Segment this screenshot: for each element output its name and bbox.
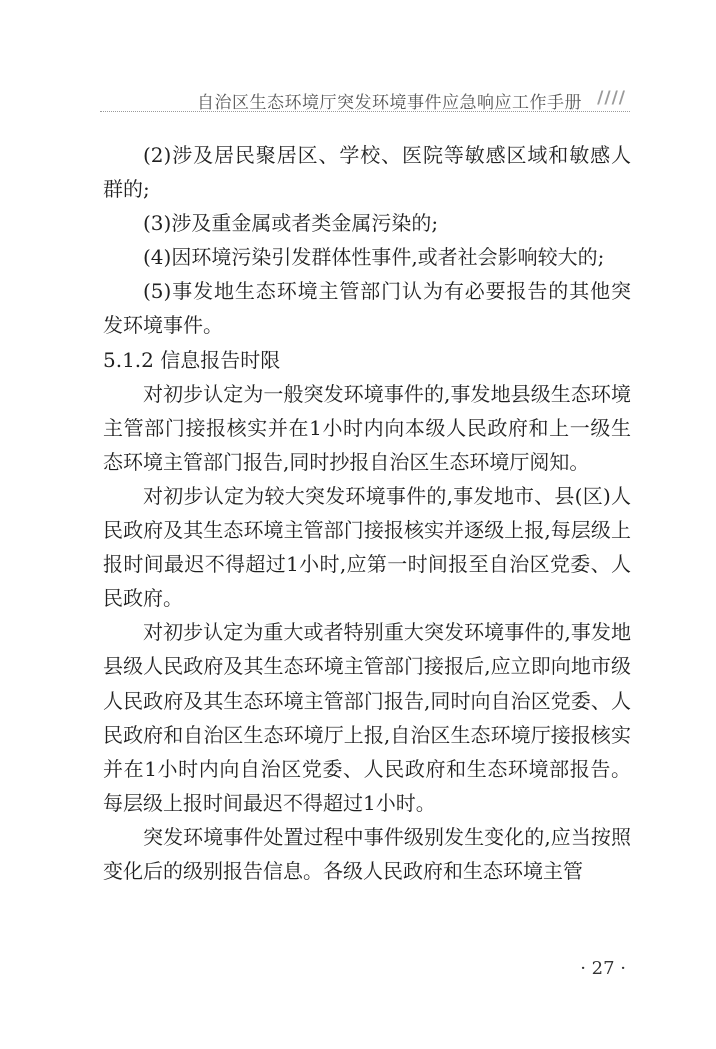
body-paragraph: 对初步认定为较大突发环境事件的,事发地市、县(区)人民政府及其生态环境主管部门接报核实并逐级上报,每层级上报时间最迟不得超过1小时,应第一时间报至自治区党委、人民政府。 — [103, 483, 631, 611]
header-divider — [100, 111, 630, 112]
list-item: (3)涉及重金属或者类金属污染的; — [143, 211, 439, 236]
list-item: (2)涉及居民聚居区、学校、医院等敏感区域和敏感人群的; — [103, 143, 631, 202]
body-paragraph: 对初步认定为重大或者特别重大突发环境事件的,事发地县级人民政府及其生态环境主管部门接报后,应立即向地市级人民政府及其生态环境主管部门报告,同时向自治区党委、人民政府和自治区生态环境厅上报,自治区生态环境厅接报核实并在1小时内向自治区党委、人民政府和生态环境部报告。每层级上报时间最迟不得超过1小时。 — [103, 620, 631, 815]
page-number: · 27 · — [580, 958, 626, 979]
list-item: (5)事发地生态环境主管部门认为有必要报告的其他突发环境事件。 — [103, 279, 631, 338]
running-header — [100, 84, 630, 112]
page-body — [103, 138, 631, 888]
body-paragraph: 突发环境事件处置过程中事件级别发生变化的,应当按照变化后的级别报告信息。各级人民政府和生态环境主管 — [103, 824, 631, 883]
header-title: 自治区生态环境厅突发环境事件应急响应工作手册 — [197, 93, 582, 113]
body-paragraph: 对初步认定为一般突发环境事件的,事发地县级生态环境主管部门接报核实并在1小时内向本级人民政府和上一级生态环境主管部门报告,同时抄报自治区生态环境厅阅知。 — [103, 381, 631, 474]
header-slash-decoration: //// — [597, 88, 626, 108]
section-heading: 5.1.2 信息报告时限 — [103, 347, 281, 372]
list-item: (4)因环境污染引发群体性事件,或者社会影响较大的; — [143, 245, 605, 270]
